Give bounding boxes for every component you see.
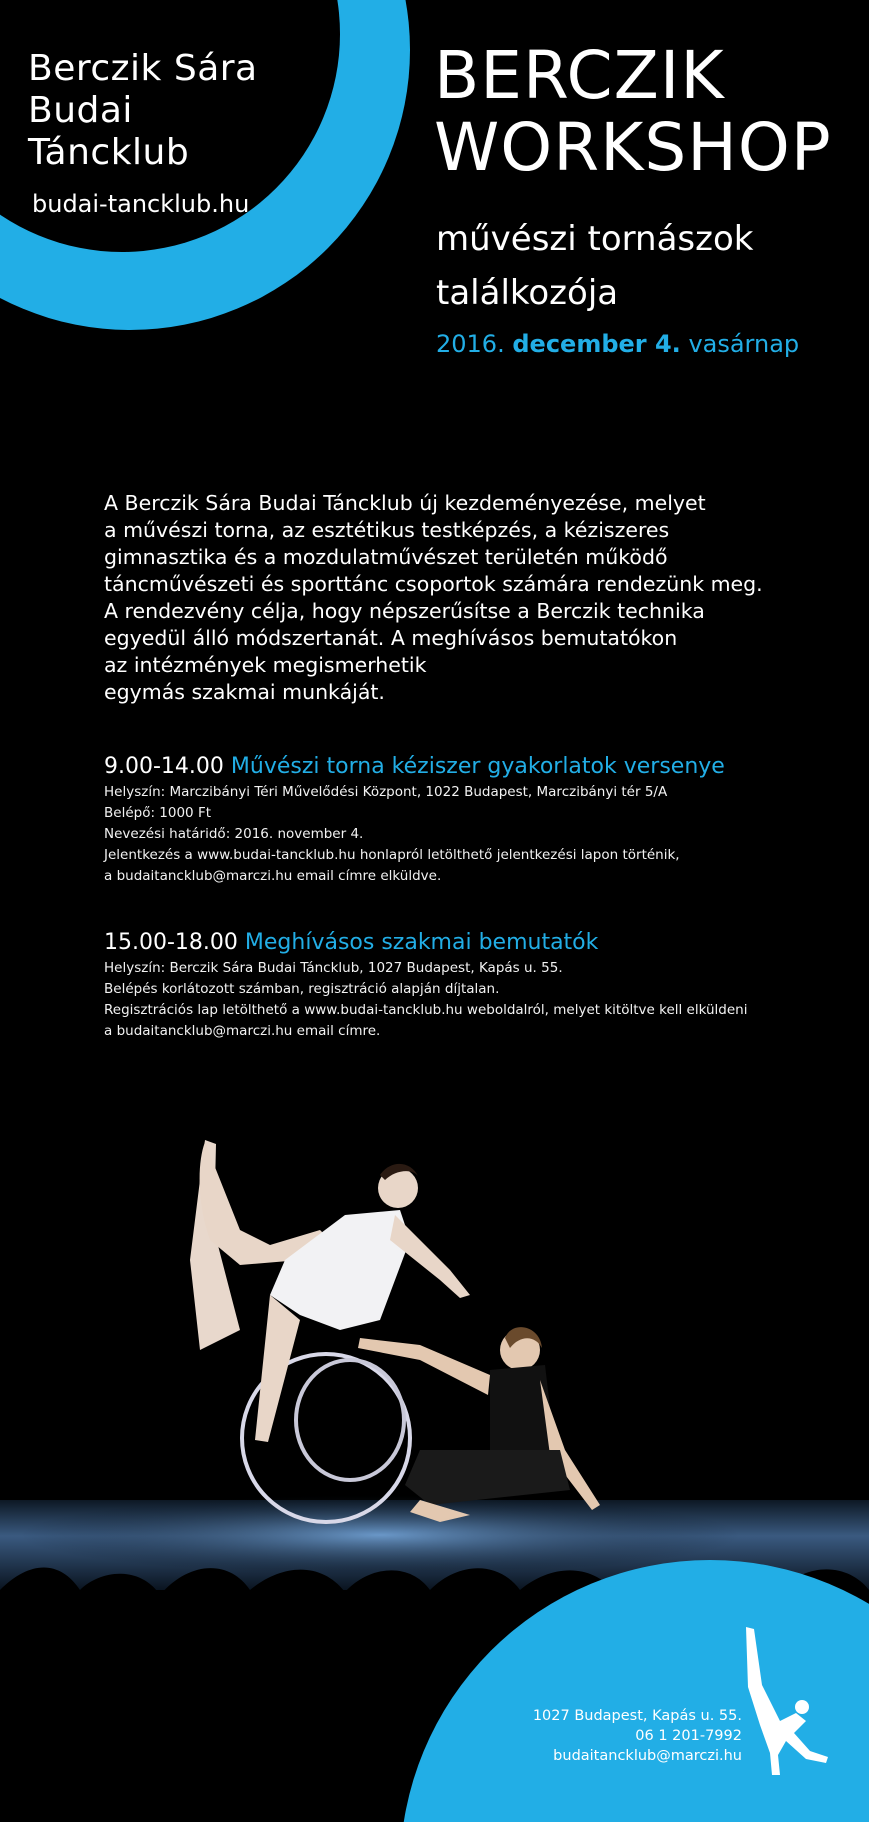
intro-line: a művészi torna, az esztétikus testképzés, a kéziszeres [104, 518, 670, 542]
event-detail: Helyszín: Marczibányi Téri Művelődési Központ, 1022 Budapest, Marczibányi tér 5/A [104, 784, 668, 800]
intro-line: A Berczik Sára Budai Táncklub új kezdeményezése, melyet [104, 491, 706, 515]
intro-line: egyedül álló módszertanát. A meghívásos bemutatókon [104, 626, 678, 650]
club-url[interactable]: budai-tancklub.hu [32, 190, 250, 218]
contact-block [533, 1706, 742, 1766]
club-name-line: Budai [28, 90, 133, 131]
event-detail: a budaitancklub@marczi.hu email címre elküldve. [104, 868, 442, 884]
intro-line: az intézmények megismerhetik [104, 653, 427, 677]
contact-address: 1027 Budapest, Kapás u. 55. [532, 1708, 742, 1724]
date-year: 2016. [436, 330, 505, 358]
title-line: BERCZIK [434, 37, 725, 114]
title-line: WORKSHOP [434, 109, 832, 186]
intro-line: gimnasztika és a mozdulatművészet területén működő [104, 545, 668, 569]
club-name-line: Berczik Sára [28, 48, 258, 89]
poster-subtitle [436, 212, 753, 320]
event-detail: Helyszín: Berczik Sára Budai Táncklub, 1027 Budapest, Kapás u. 55. [104, 960, 563, 976]
event-title: Meghívásos szakmai bemutatók [244, 930, 599, 955]
intro-line: A rendezvény célja, hogy népszerűsítse a Berczik technika [104, 599, 705, 623]
intro-paragraph [104, 490, 804, 706]
contact-phone[interactable]: 06 1 201-7992 [635, 1728, 742, 1744]
date-day: december 4. [512, 330, 681, 358]
event-title: Művészi torna kéziszer gyakorlatok versenye [230, 754, 725, 779]
intro-line: táncművészeti és sporttánc csoportok számára rendezünk meg. [104, 572, 763, 596]
event-heading [104, 928, 844, 958]
event-heading [104, 752, 844, 782]
event-detail: Belépő: 1000 Ft [104, 805, 211, 821]
event-detail: Jelentkezés a www.budai-tancklub.hu honlapról letölthető jelentkezési lapon történik, [104, 847, 680, 863]
contact-email[interactable]: budaitancklub@marczi.hu [553, 1748, 742, 1764]
event-time: 9.00-14.00 [104, 754, 224, 779]
event-detail: Belépés korlátozott számban, regisztráció alapján díjtalan. [104, 981, 500, 997]
date-weekday: vasárnap [688, 330, 800, 358]
event-date [436, 330, 799, 358]
poster-title [434, 37, 832, 186]
event-detail: a budaitancklub@marczi.hu email címre. [104, 1023, 381, 1039]
event-competition [104, 752, 844, 887]
event-detail: Nevezési határidő: 2016. november 4. [104, 826, 364, 842]
intro-line: egymás szakmai munkáját. [104, 680, 385, 704]
event-detail: Regisztrációs lap letölthető a www.budai-tancklub.hu weboldalról, melyet kitöltve kell elküldeni [104, 1002, 748, 1018]
club-name [28, 48, 258, 174]
event-showcase [104, 928, 844, 1042]
subtitle-line: találkozója [436, 273, 619, 313]
club-name-line: Táncklub [28, 132, 190, 173]
subtitle-line: művészi tornászok [436, 219, 754, 259]
dancer-silhouette-icon [736, 1625, 836, 1775]
event-time: 15.00-18.00 [104, 930, 238, 955]
